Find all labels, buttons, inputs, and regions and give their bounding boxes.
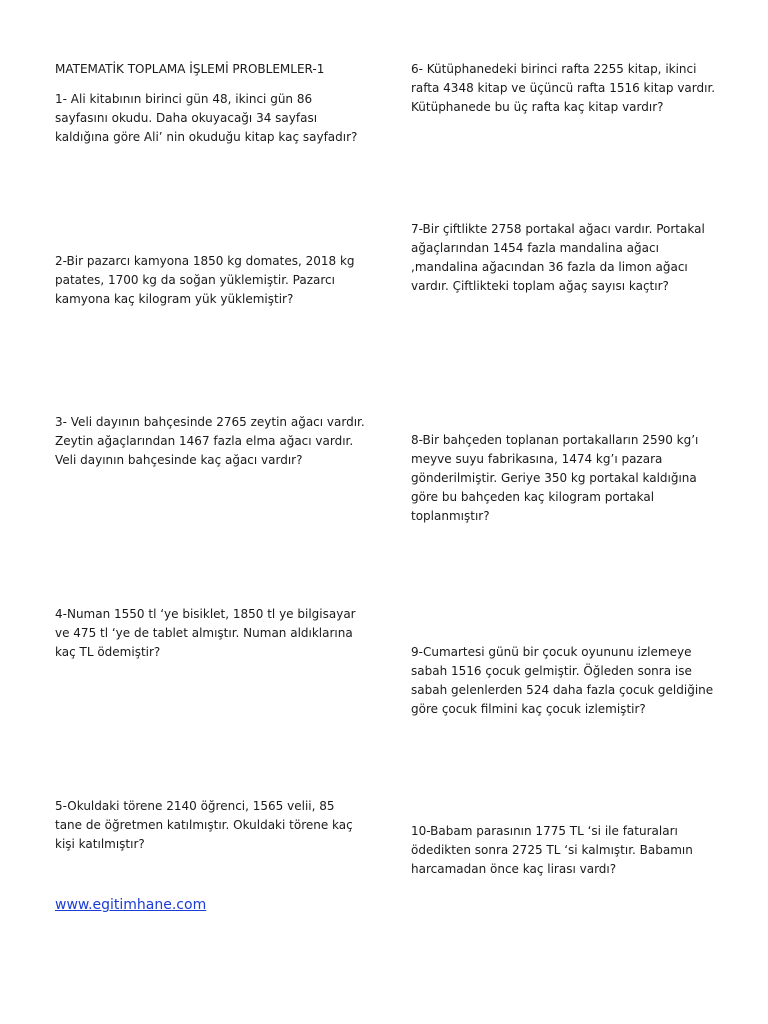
worksheet-title: MATEMATİK TOPLAMA İŞLEMİ PROBLEMLER-1 — [55, 62, 325, 76]
problem-3: 3- Veli dayının bahçesinde 2765 zeytin ağacı vardır. Zeytin ağaçlarından 1467 fazla elma ağacı vardır. Veli dayının bahçesinde kaç ağacı vardır? — [55, 415, 365, 467]
problem-6: 6- Kütüphanedeki birinci rafta 2255 kitap, ikinci rafta 4348 kitap ve üçüncü rafta 1516 kitap vardır. Kütüphanede bu üç rafta kaç kitap vardır? — [411, 62, 716, 114]
problem-10: 10-Babam parasının 1775 TL ‘si ile faturaları ödedikten sonra 2725 TL ‘si kalmıştır. Babamın harcamadan önce kaç lirası vardı? — [411, 824, 693, 876]
problem-9: 9-Cumartesi günü bir çocuk oyununu izlemeye sabah 1516 çocuk gelmiştir. Öğleden sonra ise sabah gelenlerden 524 daha fazla çocuk geldiğine göre çocuk filmini kaç çocuk izlemiştir? — [411, 645, 714, 716]
problem-4: 4-Numan 1550 tl ‘ye bisiklet, 1850 tl ye bilgisayar ve 475 tl ‘ye de tablet almıştır. Numan aldıklarına kaç TL ödemiştir? — [55, 607, 356, 659]
problem-5: 5-Okuldaki törene 2140 öğrenci, 1565 velii, 85 tane de öğretmen katılmıştır. Okuldaki törene kaç kişi katılmıştır? — [55, 799, 353, 851]
problem-1: 1- Ali kitabının birinci gün 48, ikinci gün 86 sayfasını okudu. Daha okuyacağı 34 sayfası kaldığına göre Ali’ nin okuduğu kitap kaç sayfadır? — [55, 92, 358, 144]
problem-7: 7-Bir çiftlikte 2758 portakal ağacı vardır. Portakal ağaçlarından 1454 fazla mandalina ağacı ,mandalina ağacından 36 fazla da limon ağacı vardır. Çiftlikteki toplam ağaç sayısı kaçtır? — [411, 222, 705, 293]
problem-2: 2-Bir pazarcı kamyona 1850 kg domates, 2018 kg patates, 1700 kg da soğan yüklemiştir. Pazarcı kamyona kaç kilogram yük yüklemiştir? — [55, 254, 355, 306]
egitimhane-link[interactable]: www.egitimhane.com — [55, 897, 207, 913]
problem-8: 8-Bir bahçeden toplanan portakalların 2590 kg’ı meyve suyu fabrikasına, 1474 kg’ı pazara gönderilmiştir. Geriye 350 kg portakal kaldığına göre bu bahçeden kaç kilogram portakal toplanmıştır? — [411, 433, 699, 523]
